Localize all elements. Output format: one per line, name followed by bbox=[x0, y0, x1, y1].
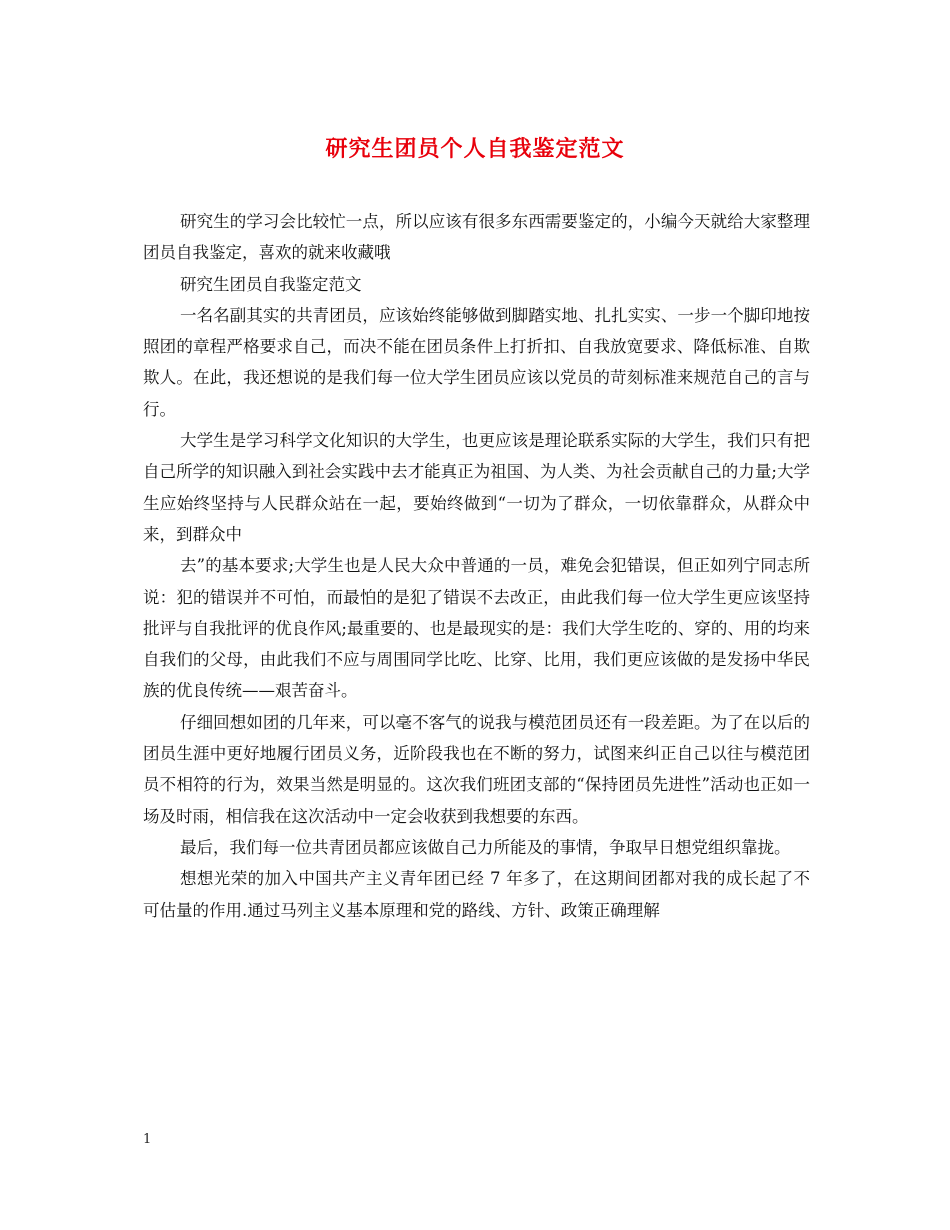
paragraph: 去”的基本要求;大学生也是人民大众中普通的一员，难免会犯错误，但正如列宁同志所说：犯的错误并不可怕，而最怕的是犯了错误不去改正，由此我们每一位大学生更应该坚持批评与自我批评的优良作风;最重要的、也是最现实的是：我们大学生吃的、穿的、用的均来自我们的父母，由此我们不应与周围同学比吃、比穿、比用，我们更应该做的是发扬中华民族的优良传统——艰苦奋斗。 bbox=[143, 556, 810, 701]
paragraph-intro: 研究生的学习会比较忙一点，所以应该有很多东西需要鉴定的，小编今天就给大家整理团员自我鉴定，喜欢的就来收藏哦 bbox=[143, 212, 810, 263]
paragraph: 最后，我们每一位共青团员都应该做自己力所能及的事情，争取早日想党组织靠拢。 bbox=[180, 837, 791, 857]
paragraph: 仔细回想如团的几年来，可以毫不客气的说我与模范团员还有一段差距。为了在以后的团员生涯中更好地履行团员义务，近阶段我也在不断的努力，试图来纠正自己以往与模范团员不相符的行为，效果当然是明显的。这次我们班团支部的“保持团员先进性”活动也正如一场及时雨，相信我在这次活动中一定会收获到我想要的东西。 bbox=[143, 712, 810, 826]
paragraph: 想想光荣的加入中国共产主义青年团已经 7 年多了，在这期间团都对我的成长起了不可估量的作用.通过马列主义基本原理和党的路线、方针、政策正确理解 bbox=[143, 869, 810, 920]
paragraph-subtitle: 研究生团员自我鉴定范文 bbox=[180, 274, 362, 294]
paragraph: 大学生是学习科学文化知识的大学生，也更应该是理论联系实际的大学生，我们只有把自己所学的知识融入到社会实践中去才能真正为祖国、为人类、为社会贡献自己的力量;大学生应始终坚持与人民群众站在一起，要始终做到“一切为了群众，一切依靠群众，从群众中来，到群众中 bbox=[143, 431, 810, 544]
document-title: 研究生团员个人自我鉴定范文 bbox=[325, 136, 625, 162]
paragraph: 一名名副其实的共青团员，应该始终能够做到脚踏实地、扎扎实实、一步一个脚印地按照团的章程严格要求自己，而决不能在团员条件上打折扣、自我放宽要求、降低标准、自欺欺人。在此，我还想说的是我们每一位大学生团员应该以党员的苛刻标准来规范自己的言与行。 bbox=[143, 305, 810, 419]
page-number: 1 bbox=[143, 1132, 152, 1147]
document-body bbox=[143, 206, 810, 926]
